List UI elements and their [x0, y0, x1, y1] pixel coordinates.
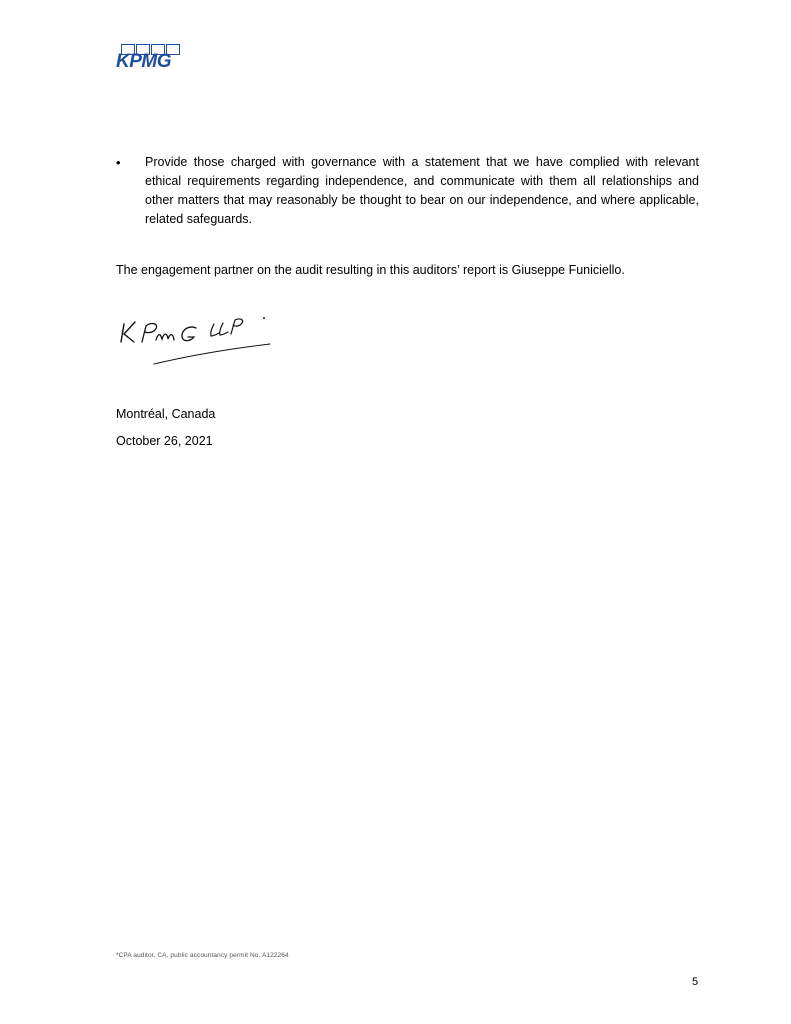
bullet-symbol: • — [116, 155, 121, 170]
footnote: *CPA auditor, CA, public accountancy permit No. A122264 — [116, 952, 289, 959]
kpmg-logo — [116, 44, 186, 76]
logo-text: KPMG — [116, 51, 171, 72]
location-text: Montréal, Canada — [116, 407, 216, 421]
bullet-text: Provide those charged with governance with a statement that we have complied with relevant ethical requirements regarding independence, and communicate with them all relationships and other matters that may reasonably be thought to bear on our independence, and where applicable, related safeguards. — [145, 155, 699, 226]
signature-image — [118, 312, 278, 372]
report-date: October 26, 2021 — [116, 434, 213, 448]
bullet-list-item — [116, 153, 699, 229]
engagement-partner-paragraph: The engagement partner on the audit resulting in this auditors’ report is Giuseppe Funiciello. — [116, 263, 625, 277]
page-number: 5 — [692, 976, 699, 988]
